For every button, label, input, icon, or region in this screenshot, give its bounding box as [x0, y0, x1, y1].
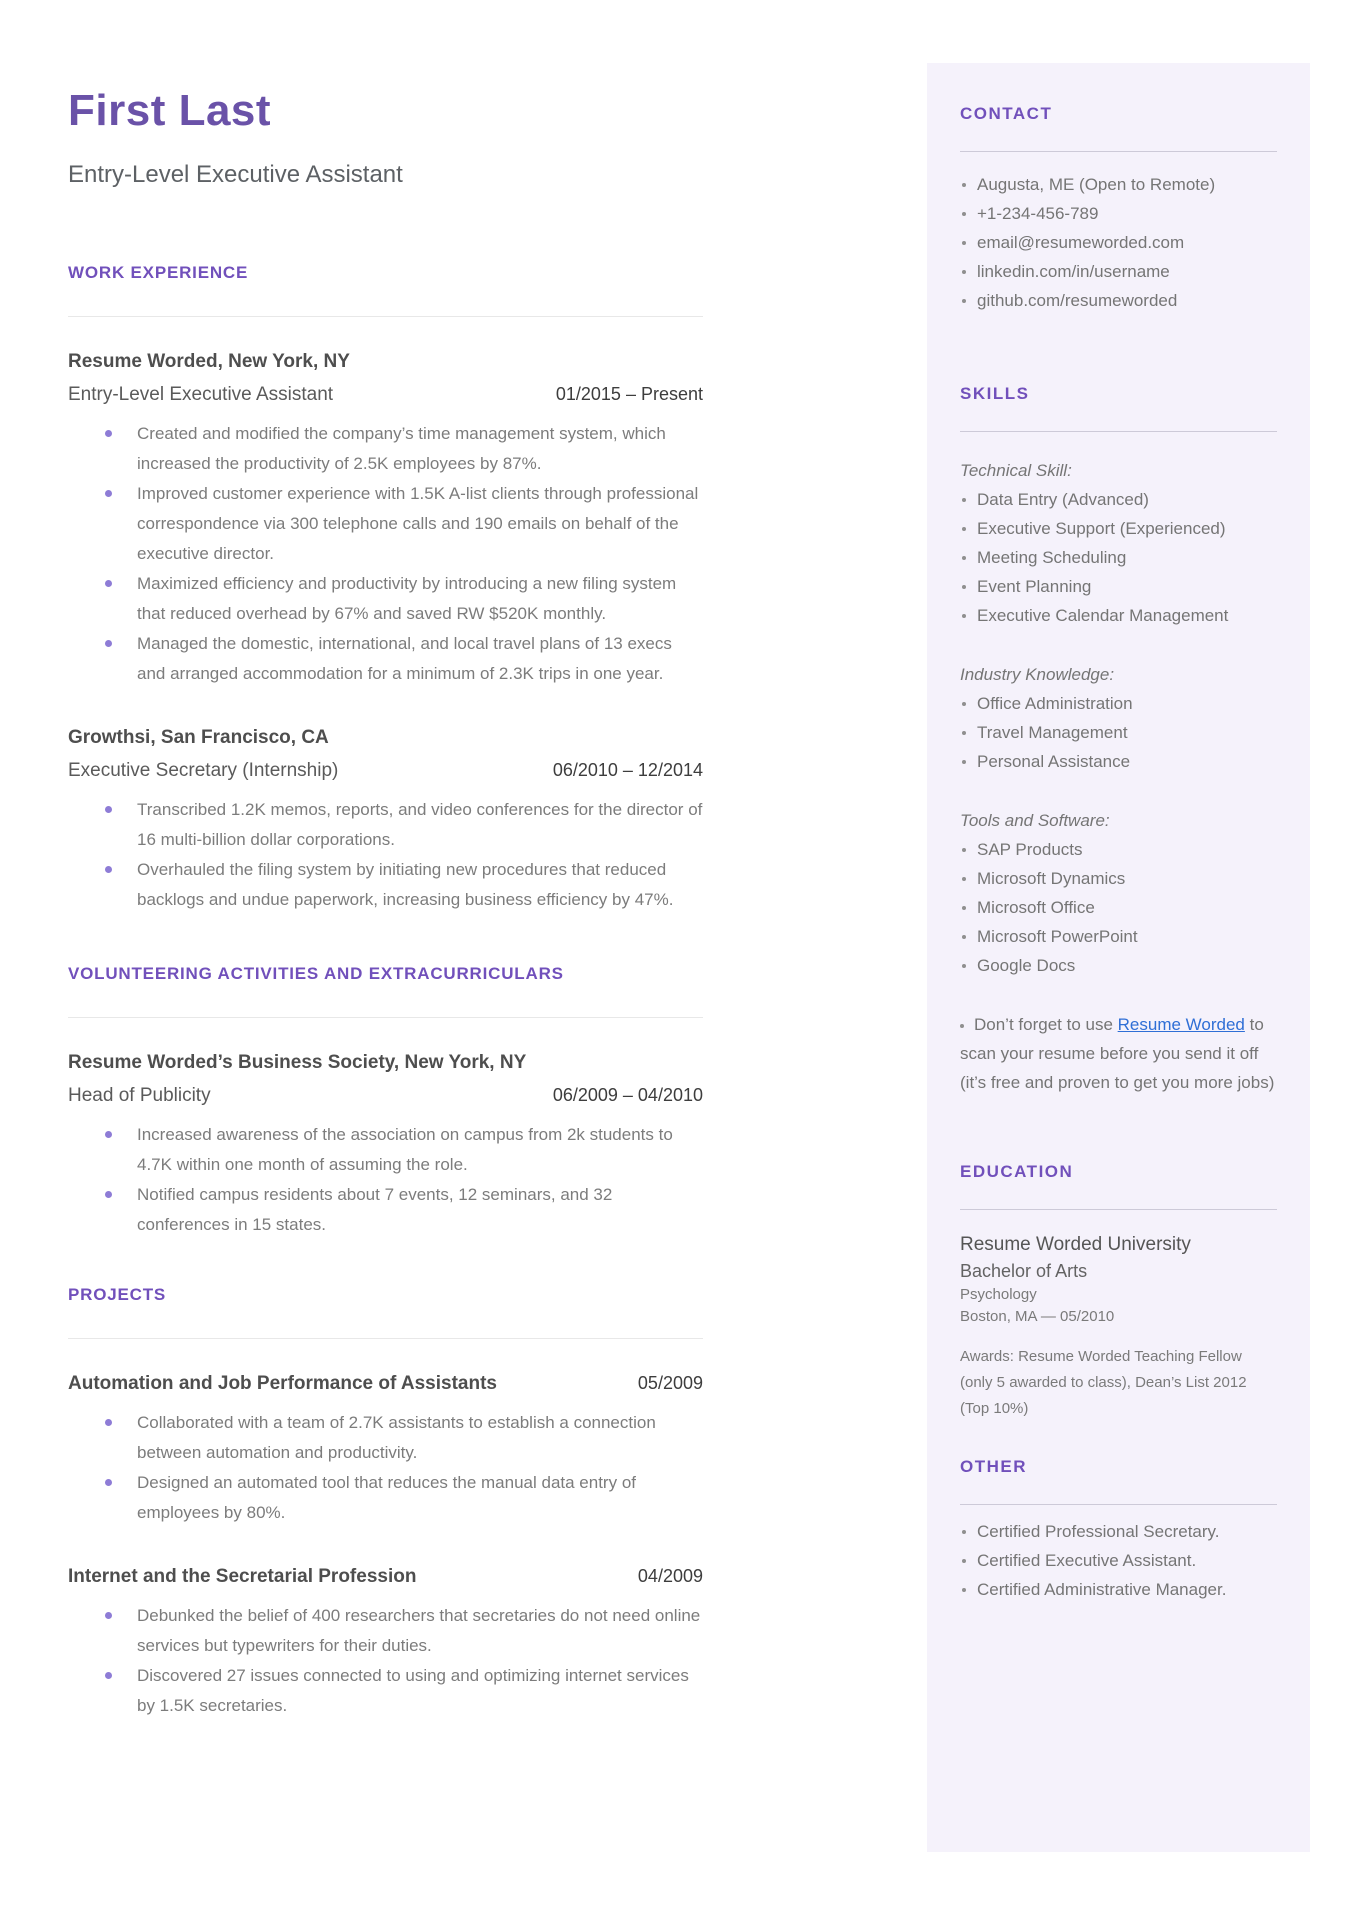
education-location-date: Boston, MA — 05/2010: [960, 1308, 1115, 1325]
skill-item: Meeting Scheduling: [960, 543, 1277, 572]
section-divider: [68, 1017, 703, 1018]
skill-list-industry: [960, 689, 1277, 776]
awards-text: Awards: Resume Worded Teaching Fellow (only 5 awarded to class), Dean’s List 2012 (Top 10%): [960, 1348, 1247, 1417]
job-dates: 01/2015 – Present: [555, 384, 703, 404]
bullet-item: Debunked the belief of 400 researchers that secretaries do not need online services but typewriters for their duties.: [137, 1601, 703, 1661]
bullet-item: Notified campus residents about 7 events, 12 seminars, and 32 conferences in 15 states.: [137, 1180, 703, 1240]
bullet-item: Created and modified the company’s time management system, which increased the productivity of 2.5K employees by 87%.: [137, 419, 703, 479]
main-column: [68, 0, 703, 1721]
skill-item: Executive Support (Experienced): [960, 514, 1277, 543]
skills-heading: SKILLS: [960, 384, 1030, 403]
section-divider: [960, 431, 1277, 432]
skill-item: Data Entry (Advanced): [960, 485, 1277, 514]
job-title: Executive Secretary (Internship): [68, 760, 339, 781]
skill-list-tools: [960, 835, 1277, 980]
note-text-prefix: Don’t forget to use: [974, 1015, 1118, 1034]
skill-item: Personal Assistance: [960, 747, 1277, 776]
section-divider: [960, 151, 1277, 152]
certification-item: Certified Executive Assistant.: [960, 1546, 1277, 1575]
resume-worded-link[interactable]: Resume Worded: [1117, 1015, 1245, 1034]
skill-item: Office Administration: [960, 689, 1277, 718]
job-bullet-list: [68, 795, 703, 915]
section-heading-work-experience: WORK EXPERIENCE: [68, 263, 249, 282]
school-name: Resume Worded University: [960, 1234, 1191, 1255]
project-title: Internet and the Secretarial Profession: [68, 1566, 417, 1587]
bullet-item: Managed the domestic, international, and local travel plans of 13 execs and arranged accommodation for a minimum of 2.3K trips in one year.: [137, 629, 703, 689]
project-title: Automation and Job Performance of Assistants: [68, 1373, 497, 1394]
bullet-item: Collaborated with a team of 2.7K assistants to establish a connection between automation and productivity.: [137, 1408, 703, 1468]
skill-item: Travel Management: [960, 718, 1277, 747]
org-bullet-list: [68, 1120, 703, 1240]
contact-item-github: github.com/resumeworded: [960, 286, 1277, 315]
job-title: Entry-Level Executive Assistant: [68, 384, 334, 405]
skill-group-label-technical: Technical Skill:: [960, 461, 1072, 480]
skill-item: SAP Products: [960, 835, 1277, 864]
degree: Bachelor of Arts: [960, 1261, 1088, 1281]
skill-item: Microsoft Dynamics: [960, 864, 1277, 893]
job-company: Resume Worded, New York, NY: [68, 351, 350, 372]
candidate-name: First Last: [68, 86, 272, 135]
section-heading-projects: PROJECTS: [68, 1285, 167, 1304]
org-role: Head of Publicity: [68, 1085, 211, 1106]
major: Psychology: [960, 1286, 1037, 1303]
job-bullet-list: [68, 419, 703, 689]
skill-list-technical: [960, 485, 1277, 630]
section-divider: [960, 1209, 1277, 1210]
bullet-item: Improved customer experience with 1.5K A-list clients through professional correspondence via 300 telephone calls and 190 emails on behalf of the executive director.: [137, 479, 703, 569]
project-entry: [68, 1564, 703, 1721]
bullet-item: Maximized efficiency and productivity by introducing a new filing system that reduced overhead by 67% and saved RW $520K monthly.: [137, 569, 703, 629]
job-entry: [68, 725, 703, 915]
project-entry: [68, 1371, 703, 1528]
bullet-item: Discovered 27 issues connected to using and optimizing internet services by 1.5K secretaries.: [137, 1661, 703, 1721]
volunteering-entry: [68, 1050, 703, 1240]
skill-item: Microsoft Office: [960, 893, 1277, 922]
contact-item-phone: +1-234-456-789: [960, 199, 1277, 228]
resume-scan-note: [960, 1010, 1277, 1097]
certification-item: Certified Administrative Manager.: [960, 1575, 1277, 1604]
bullet-item: Designed an automated tool that reduces the manual data entry of employees by 80%.: [137, 1468, 703, 1528]
skill-item: Executive Calendar Management: [960, 601, 1277, 630]
education-heading: EDUCATION: [960, 1162, 1074, 1181]
contact-item-location: Augusta, ME (Open to Remote): [960, 170, 1277, 199]
contact-item-email: email@resumeworded.com: [960, 228, 1277, 257]
contact-heading: CONTACT: [960, 104, 1053, 123]
sidebar-panel: [927, 63, 1310, 1852]
org-dates: 06/2009 – 04/2010: [552, 1085, 703, 1105]
contact-list: [960, 170, 1277, 315]
section-divider: [68, 1338, 703, 1339]
project-dates: 04/2009: [637, 1566, 703, 1586]
section-heading-volunteering: VOLUNTEERING ACTIVITIES AND EXTRACURRICULARS: [68, 964, 564, 983]
skill-item: Microsoft PowerPoint: [960, 922, 1277, 951]
project-bullet-list: [68, 1601, 703, 1721]
skill-group-label-tools: Tools and Software:: [960, 811, 1110, 830]
contact-item-linkedin: linkedin.com/in/username: [960, 257, 1277, 286]
job-company: Growthsi, San Francisco, CA: [68, 727, 329, 748]
job-entry: [68, 349, 703, 689]
project-dates: 05/2009: [637, 1373, 703, 1393]
candidate-title: Entry-Level Executive Assistant: [68, 161, 403, 188]
section-divider: [960, 1504, 1277, 1505]
certification-item: Certified Professional Secretary.: [960, 1517, 1277, 1546]
section-divider: [68, 316, 703, 317]
bullet-dot-icon: [960, 1024, 964, 1028]
skill-group-label-industry: Industry Knowledge:: [960, 665, 1115, 684]
bullet-item: Overhauled the filing system by initiating new procedures that reduced backlogs and undue paperwork, increasing business efficiency by 47%.: [137, 855, 703, 915]
certification-list: [960, 1517, 1277, 1604]
org-name: Resume Worded’s Business Society, New York, NY: [68, 1052, 527, 1073]
skill-item: Google Docs: [960, 951, 1277, 980]
bullet-item: Transcribed 1.2K memos, reports, and video conferences for the director of 16 multi-billion dollar corporations.: [137, 795, 703, 855]
skill-item: Event Planning: [960, 572, 1277, 601]
note-text-suffix: to scan your resume before you send it off (it’s free and proven to get you more jobs): [960, 1015, 1275, 1092]
other-heading: OTHER: [960, 1457, 1027, 1476]
bullet-item: Increased awareness of the association on campus from 2k students to 4.7K within one month of assuming the role.: [137, 1120, 703, 1180]
job-dates: 06/2010 – 12/2014: [552, 760, 703, 780]
project-bullet-list: [68, 1408, 703, 1528]
